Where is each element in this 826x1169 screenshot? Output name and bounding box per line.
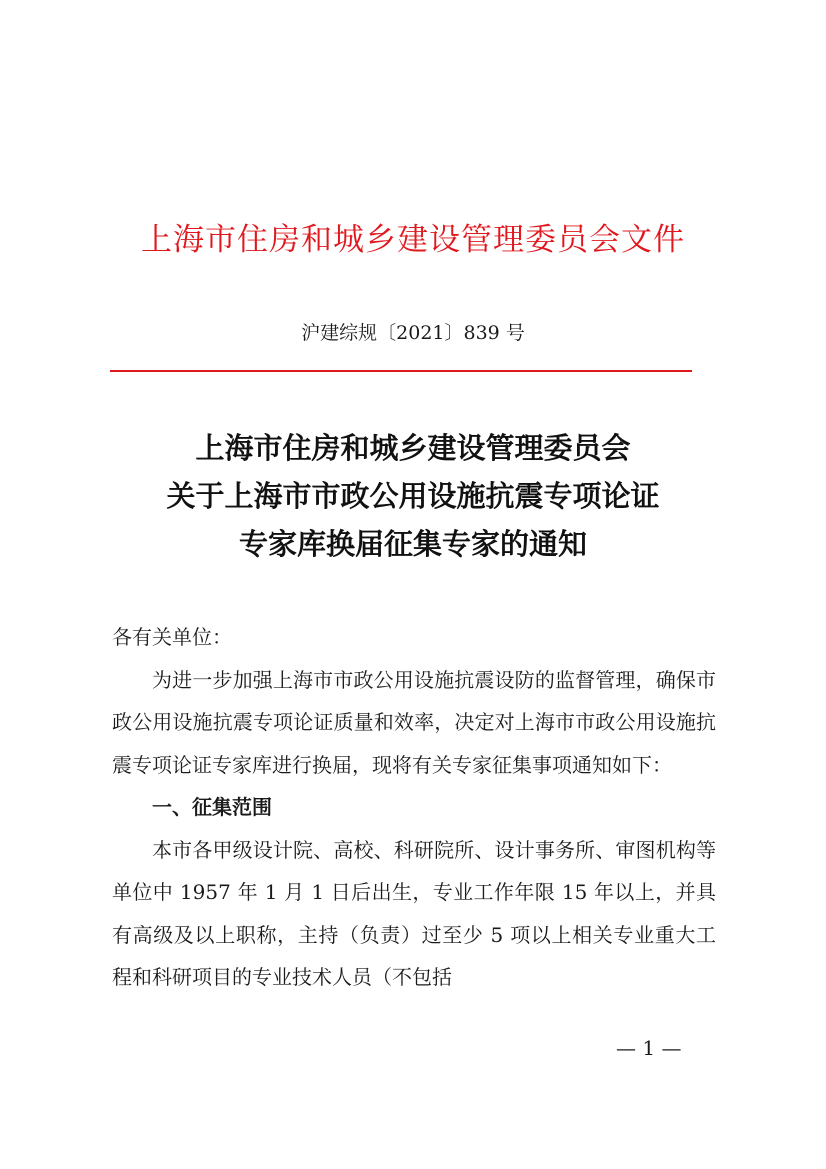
page-number: — 1 — — [616, 1036, 682, 1060]
salutation: 各有关单位： — [112, 625, 232, 649]
notice-body — [112, 616, 716, 999]
scope-paragraph: 本市各甲级设计院、高校、科研院所、设计事务所、审图机构等单位中 1957 年 1 月 1 日后出生，专业工作年限 15 年以上，并具有高级及以上职称，主持（负责）过至少 5 项以上相关专业重大工程和科研项目的专业技术人员（不包括 — [112, 837, 716, 989]
red-divider-line — [110, 370, 692, 372]
intro-paragraph: 为进一步加强上海市市政公用设施抗震设防的监督管理，确保市政公用设施抗震专项论证质量和效率，决定对上海市市政公用设施抗震专项论证专家库进行换届，现将有关专家征集事项通知如下： — [112, 667, 716, 777]
notice-title-line-1: 上海市住房和城乡建设管理委员会 — [195, 431, 631, 465]
notice-title-line-3: 专家库换届征集专家的通知 — [238, 527, 587, 561]
document-number: 沪建综规〔2021〕839 号 — [301, 322, 525, 344]
section-heading-scope: 一、征集范围 — [152, 795, 272, 819]
notice-title — [0, 424, 826, 568]
notice-title-line-2: 关于上海市市政公用设施抗震专项论证 — [166, 479, 660, 513]
org-header-title: 上海市住房和城乡建设管理委员会文件 — [141, 222, 685, 258]
